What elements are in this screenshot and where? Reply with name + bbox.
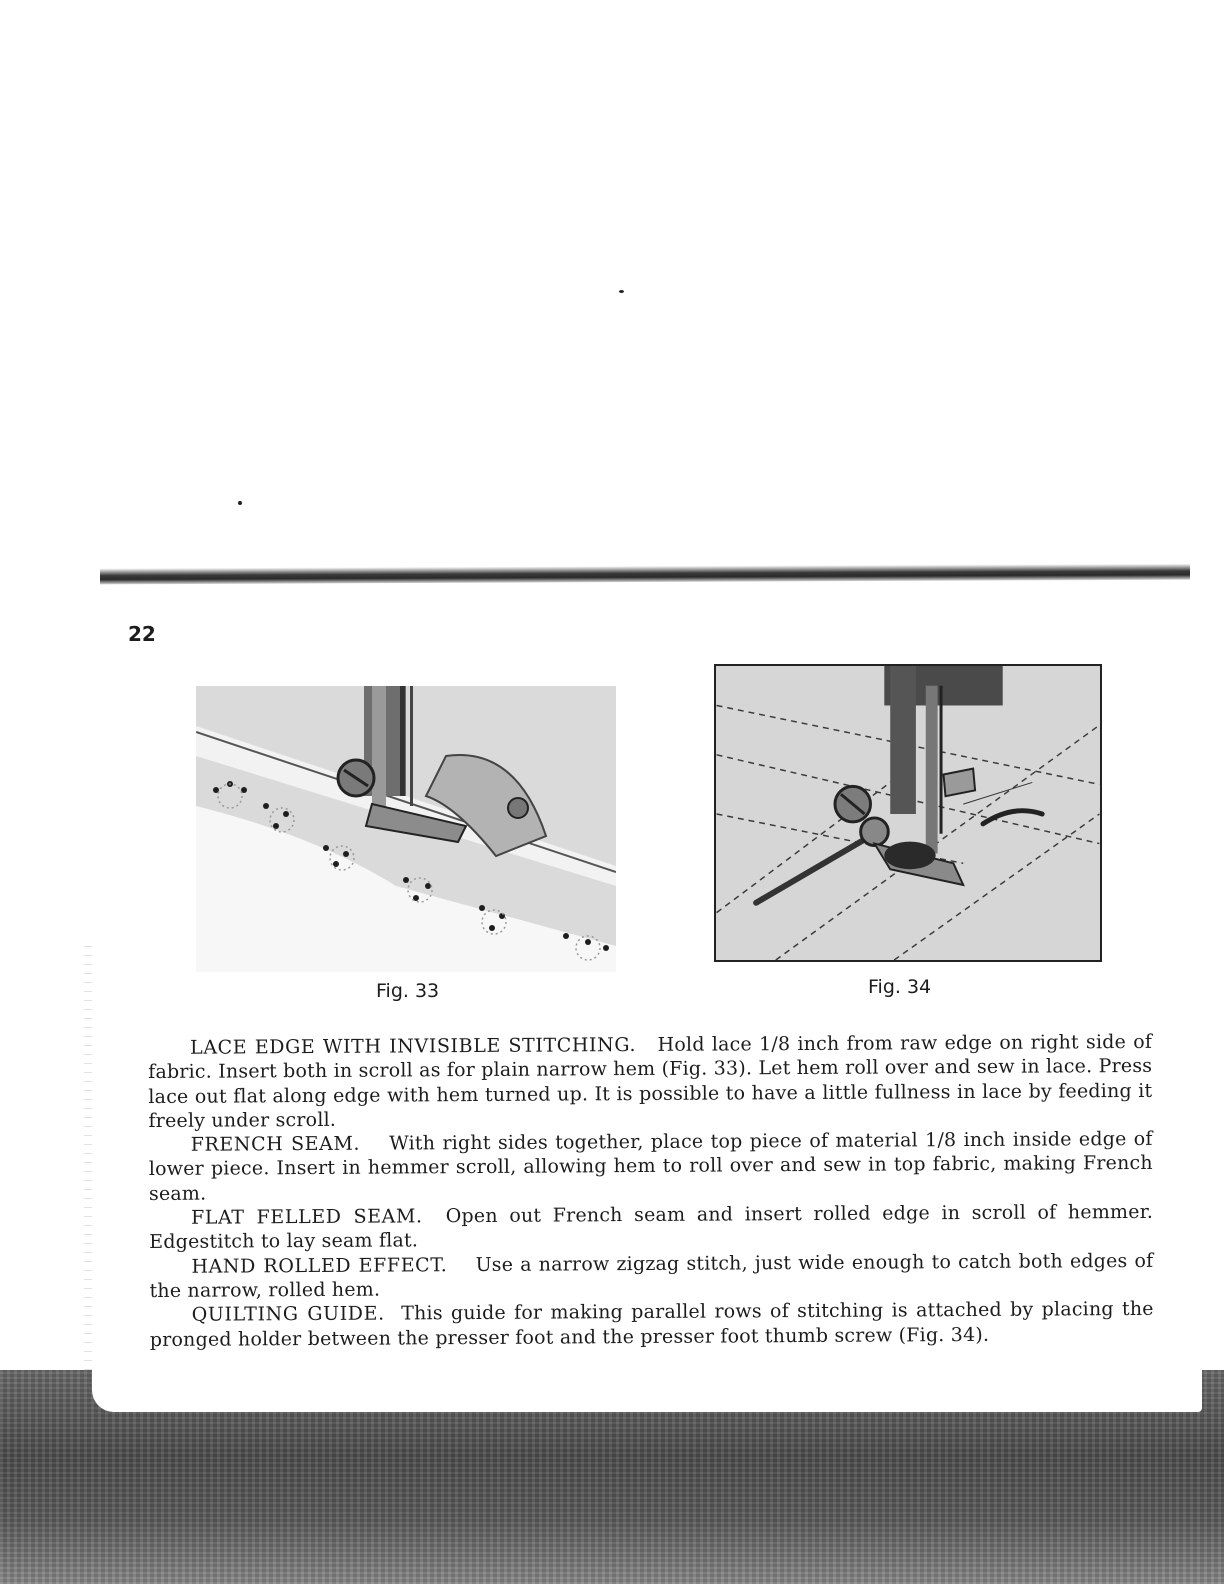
paragraph-body: With right sides together, place top piece of material 1/8 inch inside edge of lower piece. Insert in hemmer scroll, allowing hem to roll over and sew in top fabric, making French seam. xyxy=(148,1128,1153,1205)
paragraph-heading: FRENCH SEAM. xyxy=(190,1132,361,1156)
paragraph-heading: QUILTING GUIDE. xyxy=(191,1302,385,1327)
paragraph-body: Open out French seam and insert rolled edge in scroll of hemmer. Edgestitch to lay seam flat. xyxy=(149,1200,1154,1254)
scan-speck xyxy=(619,290,624,293)
paragraph-heading: HAND ROLLED EFFECT. xyxy=(191,1253,448,1278)
figure-33-photo xyxy=(196,686,616,972)
scan-shadow-edge xyxy=(100,564,1190,585)
page-edge-speckle xyxy=(84,940,92,1370)
paragraph-french-seam xyxy=(149,1127,1153,1206)
figure-34-caption: Fig. 34 xyxy=(868,976,932,998)
paragraph-hand-rolled-effect xyxy=(149,1249,1153,1304)
lace-hemmer-photo-icon xyxy=(196,686,616,972)
paragraph-quilting-guide xyxy=(150,1297,1154,1352)
instruction-text xyxy=(148,1030,1154,1352)
paragraph-body: Use a narrow zigzag stitch, just wide enough to catch both edges of the narrow, rolled hem. xyxy=(149,1249,1154,1302)
paragraph-flat-felled-seam xyxy=(149,1200,1153,1255)
paragraph-lace-edge xyxy=(148,1030,1153,1133)
paragraph-body: Hold lace 1/8 inch from raw edge on right side of fabric. Insert both in scroll as for plain narrow hem (Fig. 33). Let hem roll over and sew in lace. Press lace out flat along edge with hem turned up. It is possible to have a little fullness in lace by feeding it freely under scroll. xyxy=(148,1030,1153,1132)
figure-34-photo xyxy=(714,664,1102,962)
page-number: 22 xyxy=(128,622,156,646)
scan-speck xyxy=(238,501,242,505)
figure-33-caption: Fig. 33 xyxy=(376,980,440,1002)
paragraph-heading: LACE EDGE WITH INVISIBLE STITCHING. xyxy=(190,1034,637,1059)
quilting-guide-photo-icon xyxy=(716,666,1100,960)
paragraph-heading: FLAT FELLED SEAM. xyxy=(191,1205,423,1229)
paragraph-body: This guide for making parallel rows of stitching is attached by placing the pronged holder between the presser foot and the presser foot thumb screw (Fig. 34). xyxy=(149,1298,1154,1351)
